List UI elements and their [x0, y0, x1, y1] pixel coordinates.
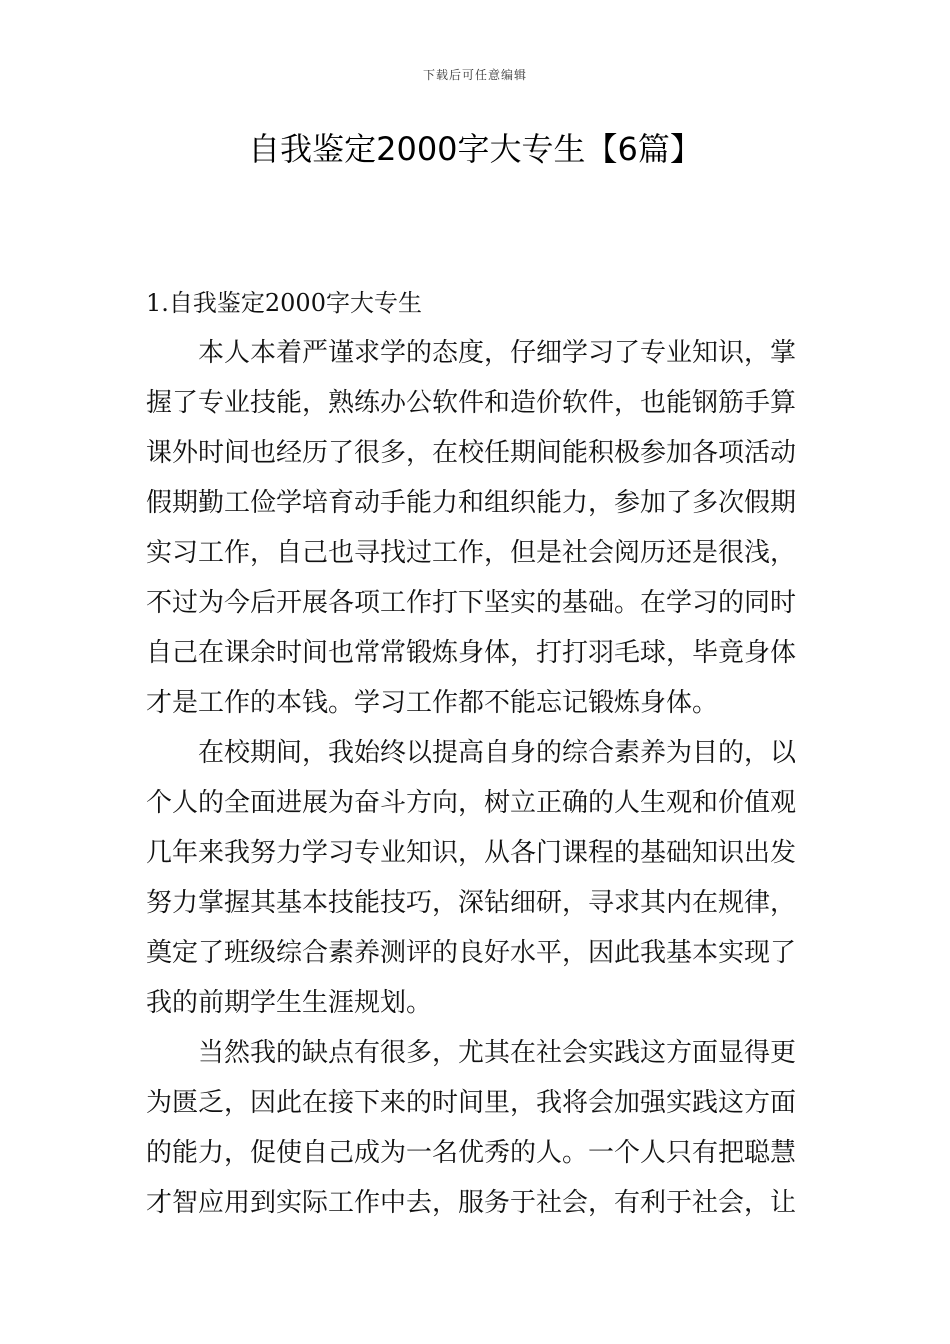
paragraph-line: 个人的全面进展为奋斗方向，树立正确的人生观和价值观: [146, 788, 797, 818]
paragraph-line: 自己在课余时间也常常锻炼身体，打打羽毛球，毕竟身体: [146, 638, 797, 668]
paragraph-line: 当然我的缺点有很多，尤其在社会实践这方面显得更: [198, 1038, 797, 1068]
paragraph-line: 在校期间，我始终以提高自身的综合素养为目的，以: [198, 738, 797, 768]
paragraph-line: 才是工作的本钱。学习工作都不能忘记锻炼身体。: [146, 688, 719, 718]
paragraph-line: 不过为今后开展各项工作打下坚实的基础。在学习的同时: [146, 588, 797, 618]
paragraph-line: 努力掌握其基本技能技巧，深钻细研，寻求其内在规律，: [146, 888, 797, 918]
paragraph-line: 实习工作，自己也寻找过工作，但是社会阅历还是很浅，: [146, 538, 797, 568]
paragraph-line: 我的前期学生生涯规划。: [146, 988, 433, 1018]
paragraph-line: 才智应用到实际工作中去，服务于社会，有利于社会，让: [146, 1188, 797, 1218]
paragraph-line: 为匮乏，因此在接下来的时间里，我将会加强实践这方面: [146, 1088, 797, 1118]
paragraph-line: 本人本着严谨求学的态度，仔细学习了专业知识，掌: [198, 338, 797, 368]
document-title: 自我鉴定2000字大专生【6篇】: [248, 130, 702, 168]
document-body: [146, 278, 806, 1228]
paragraph-line: 奠定了班级综合素养测评的良好水平，因此我基本实现了: [146, 938, 797, 968]
paragraph-line: 假期勤工俭学培育动手能力和组织能力，参加了多次假期: [146, 488, 797, 518]
paragraph-line: 几年来我努力学习专业知识，从各门课程的基础知识出发: [146, 838, 797, 868]
header-note: 下载后可任意编辑: [422, 68, 527, 82]
paragraph-2: [146, 728, 806, 1028]
paragraph-line: 握了专业技能，熟练办公软件和造价软件，也能钢筋手算: [146, 388, 797, 418]
paragraph-1: [146, 328, 806, 728]
paragraph-3: [146, 1028, 806, 1228]
paragraph-line: 课外时间也经历了很多，在校任期间能积极参加各项活动: [146, 438, 797, 468]
section-heading: 1.自我鉴定2000字大专生: [146, 289, 422, 317]
paragraph-line: 的能力，促使自己成为一名优秀的人。一个人只有把聪慧: [146, 1138, 797, 1168]
